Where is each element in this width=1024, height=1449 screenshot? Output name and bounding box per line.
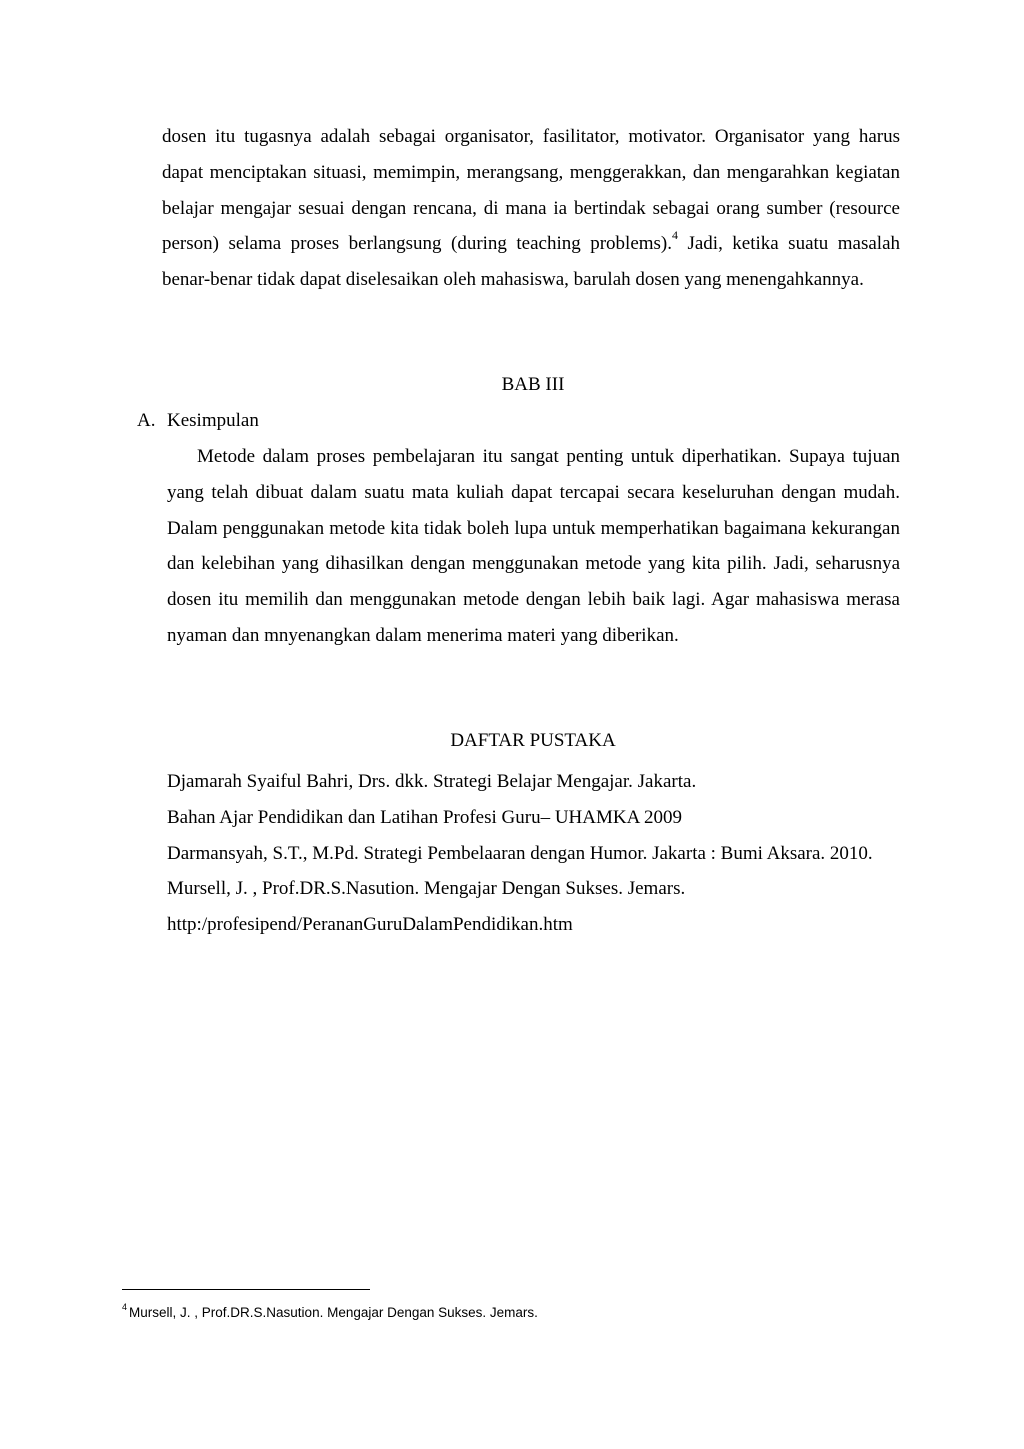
bibliography-entry: Mursell, J. , Prof.DR.S.Nasution. Mengajar Dengan Sukses. Jemars. (167, 878, 686, 900)
footnote-number: 4 (122, 1301, 128, 1312)
footnote (122, 1301, 538, 1322)
paragraph-text: dosen itu tugasnya adalah sebagai organisator, fasilitator, motivator. Organisator yang harus dapat menciptakan situasi, memimpin, merangsang, menggerakkan, dan mengarahkan kegiatan belajar mengajar sesuai dengan rencana, di mana ia bertindak sebagai orang sumber (resource person) selama proses berlangsung (during teaching problems). (162, 126, 900, 255)
footnote-reference[interactable]: 4 (672, 228, 679, 243)
conclusion-paragraph: Metode dalam proses pembelajaran itu sangat penting untuk diperhatikan. Supaya tujuan yang telah dibuat dalam suatu mata kuliah dapat tercapai secara keseluruhan dengan mudah. Dalam penggunakan metode kita tidak boleh lupa untuk memperhatikan bagaimana kekurangan dan kelebihan yang dihasilkan dengan menggunakan metode yang kita pilih. Jadi, seharusnya dosen itu memilih dan menggunakan metode dengan lebih baik lagi. Agar mahasiswa merasa nyaman dan mnyenangkan dalam menerima materi yang diberikan. (167, 446, 900, 646)
bibliography-heading: DAFTAR PUSTAKA (450, 730, 616, 751)
footnote-text: Mursell, J. , Prof.DR.S.Nasution. Mengajar Dengan Sukses. Jemars. (129, 1305, 538, 1320)
body-paragraph-intro (162, 119, 900, 298)
bibliography-entry: Djamarah Syaiful Bahri, Drs. dkk. Strategi Belajar Mengajar. Jakarta. (167, 771, 697, 792)
bibliography-entry-url: http:/profesipend/PerananGuruDalamPendidikan.htm (167, 914, 573, 936)
paragraph-text-continued: Jadi, ketika suatu masalah benar-benar tidak dapat diselesaikan oleh mahasiswa, barulah dosen yang menengahkannya. (162, 233, 901, 291)
section-heading-kesimpulan (137, 408, 259, 434)
footnote-separator (122, 1289, 370, 1290)
bibliography-entry: Darmansyah, S.T., M.Pd. Strategi Pembelaaran dengan Humor. Jakarta : Bumi Aksara. 2010. (167, 842, 873, 864)
section-letter: A. (137, 410, 156, 431)
bibliography-list (167, 764, 907, 943)
bibliography-entry: Bahan Ajar Pendidikan dan Latihan Profesi Guru– UHAMKA 2009 (167, 806, 683, 828)
chapter-heading: BAB III (501, 374, 565, 395)
section-title: Kesimpulan (167, 410, 259, 431)
